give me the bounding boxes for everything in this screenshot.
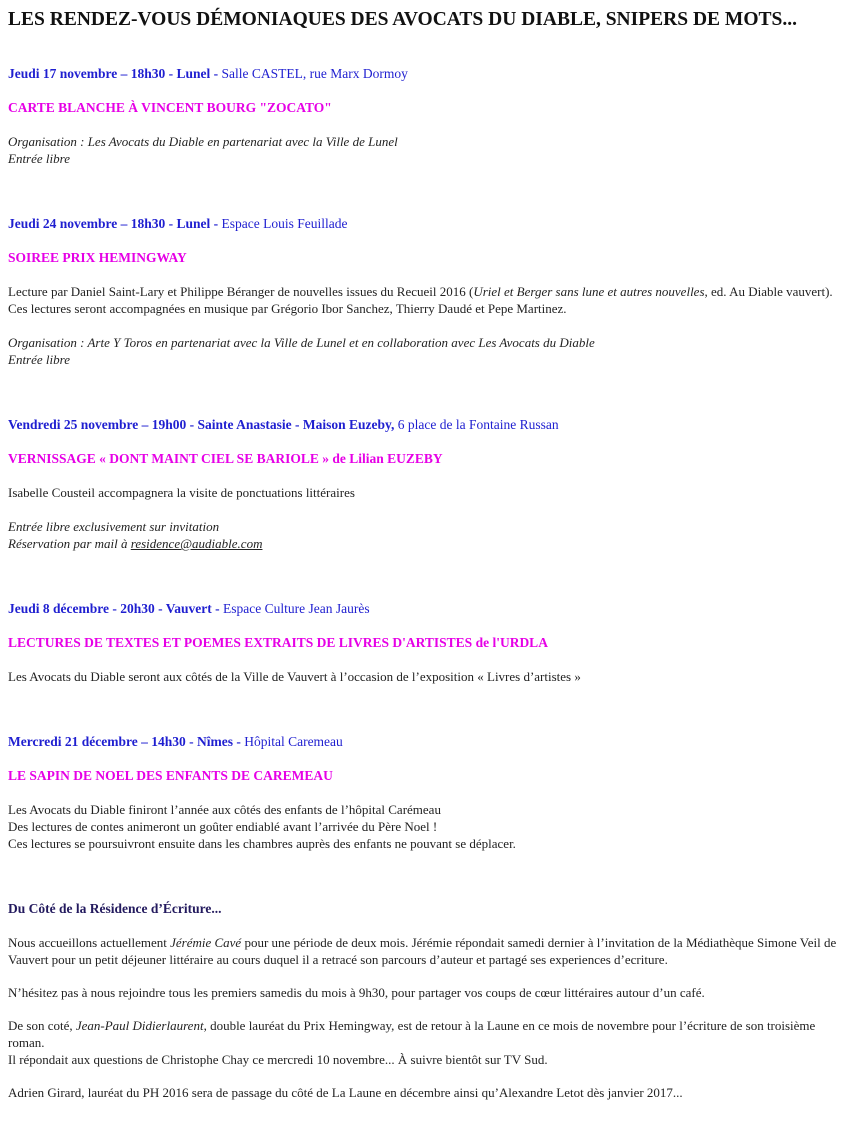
event-4 (8, 600, 842, 685)
event-organisation: Organisation : Arte Y Toros en partenariat avec la Ville de Lunel et en collaboration avec Les Avocats du Diable (8, 335, 595, 350)
event-dateline (8, 65, 842, 83)
event-date: Vendredi 25 novembre – 19h00 - Sainte Anastasie - Maison Euzeby, (8, 417, 395, 432)
event-description (8, 283, 842, 300)
event-title (8, 634, 842, 652)
author-name: Jean-Paul Didierlaurent (75, 1018, 204, 1033)
event-place: Salle CASTEL, rue Marx Dormoy (221, 66, 408, 81)
section-heading: Du Côté de la Résidence d’Écriture... (8, 901, 222, 916)
event-reservation (8, 535, 842, 552)
event-description: Isabelle Cousteil accompagnera la visite de ponctuations littéraires (8, 485, 355, 500)
para-text: De son coté, (8, 1018, 76, 1033)
para-text: , double lauréat du Prix Hemingway, est de retour à la Laune en ce mois de novembre pour l’écriture de son troisième roman. (8, 1018, 816, 1050)
author-name: Jérémie Cavé (170, 935, 242, 950)
event-place: Espace Louis Feuillade (221, 216, 348, 231)
event-entry: Entrée libre (8, 151, 70, 166)
residence-paragraph (8, 1017, 842, 1051)
event-dateline (8, 416, 842, 434)
event-description: Ces lectures se poursuivront ensuite dans les chambres auprès des enfants ne pouvant se déplacer. (8, 836, 516, 851)
event-5 (8, 733, 842, 852)
event-description: Ces lectures seront accompagnées en musique par Grégorio Ibor Sanchez, Thierry Daudé et Pepe Martinez. (8, 301, 567, 316)
event-date: Mercredi 21 décembre – 14h30 - Nîmes - (8, 734, 245, 749)
event-date: Jeudi 17 novembre – 18h30 - Lunel - (8, 66, 222, 81)
title-org: de l'URDLA (475, 635, 548, 650)
residence-paragraph: Il répondait aux questions de Christophe Chay ce mercredi 10 novembre... À suivre bientôt sur TV Sud. (8, 1052, 548, 1067)
reservation-label: Réservation par mail à (8, 536, 131, 551)
para-text: Nous accueillons actuellement (8, 935, 171, 950)
event-description: Les Avocats du Diable finiront l’année aux côtés des enfants de l’hôpital Carémeau (8, 802, 441, 817)
event-entry: Entrée libre (8, 352, 70, 367)
event-description: Des lectures de contes animeront un goûter endiablé avant l’arrivée du Père Noel ! (8, 819, 438, 834)
event-title (8, 450, 842, 468)
desc-text: , ed. Au Diable vauvert). (704, 284, 833, 299)
para-text: pour une période de deux mois. Jérémie répondait samedi dernier à l’invitation de la Médiathèque Simone Veil de Vauvert pour un petit déjeuner littéraire au cours duquel il a retracé son parcours d’auteur et partagé ses experiences d’ecriture. (8, 935, 837, 967)
event-dateline (8, 215, 842, 233)
event-3 (8, 416, 842, 552)
residence-paragraph: Adrien Girard, lauréat du PH 2016 sera de passage du côté de La Laune en décembre ainsi qu’Alexandre Letot dès janvier 2017... (8, 1085, 683, 1100)
email-link[interactable]: residence@audiable.com (130, 536, 263, 551)
desc-text: Lecture par Daniel Saint-Lary et Philippe Béranger de nouvelles issues du Recueil 2016 ( (8, 284, 474, 299)
event-title: CARTE BLANCHE À VINCENT BOURG "ZOCATO" (8, 100, 332, 115)
title-artist: de Lilian EUZEBY (332, 451, 443, 466)
event-place: Espace Culture Jean Jaurès (223, 601, 370, 616)
event-dateline (8, 733, 842, 751)
residence-paragraph (8, 934, 842, 968)
event-entry: Entrée libre exclusivement sur invitation (8, 519, 220, 534)
event-title: LE SAPIN DE NOEL DES ENFANTS DE CAREMEAU (8, 768, 333, 783)
event-2 (8, 215, 842, 368)
event-organisation: Organisation : Les Avocats du Diable en partenariat avec la Ville de Lunel (8, 134, 398, 149)
event-title: SOIREE PRIX HEMINGWAY (8, 250, 187, 265)
event-place: 6 place de la Fontaine Russan (394, 417, 559, 432)
title-main: LECTURES DE TEXTES ET POEMES EXTRAITS DE LIVRES D'ARTISTES (8, 635, 476, 650)
event-dateline (8, 600, 842, 618)
book-title: Uriel et Berger sans lune et autres nouvelles (473, 284, 705, 299)
residence-section (8, 900, 842, 1101)
event-date: Jeudi 24 novembre – 18h30 - Lunel - (8, 216, 222, 231)
event-description: Les Avocats du Diable seront aux côtés de la Ville de Vauvert à l’occasion de l’exposition « Livres d’artistes » (8, 669, 581, 684)
residence-paragraph: N’hésitez pas à nous rejoindre tous les premiers samedis du mois à 9h30, pour partager vos coups de cœur littéraires autour d’un café. (8, 985, 705, 1000)
title-main: VERNISSAGE « DONT MAINT CIEL SE BARIOLE » (8, 451, 333, 466)
event-date: Jeudi 8 décembre - 20h30 - Vauvert - (8, 601, 223, 616)
event-1 (8, 65, 842, 167)
page-title: LES RENDEZ-VOUS DÉMONIAQUES DES AVOCATS DU DIABLE, SNIPERS DE MOTS... (8, 9, 797, 30)
event-place: Hôpital Caremeau (244, 734, 343, 749)
